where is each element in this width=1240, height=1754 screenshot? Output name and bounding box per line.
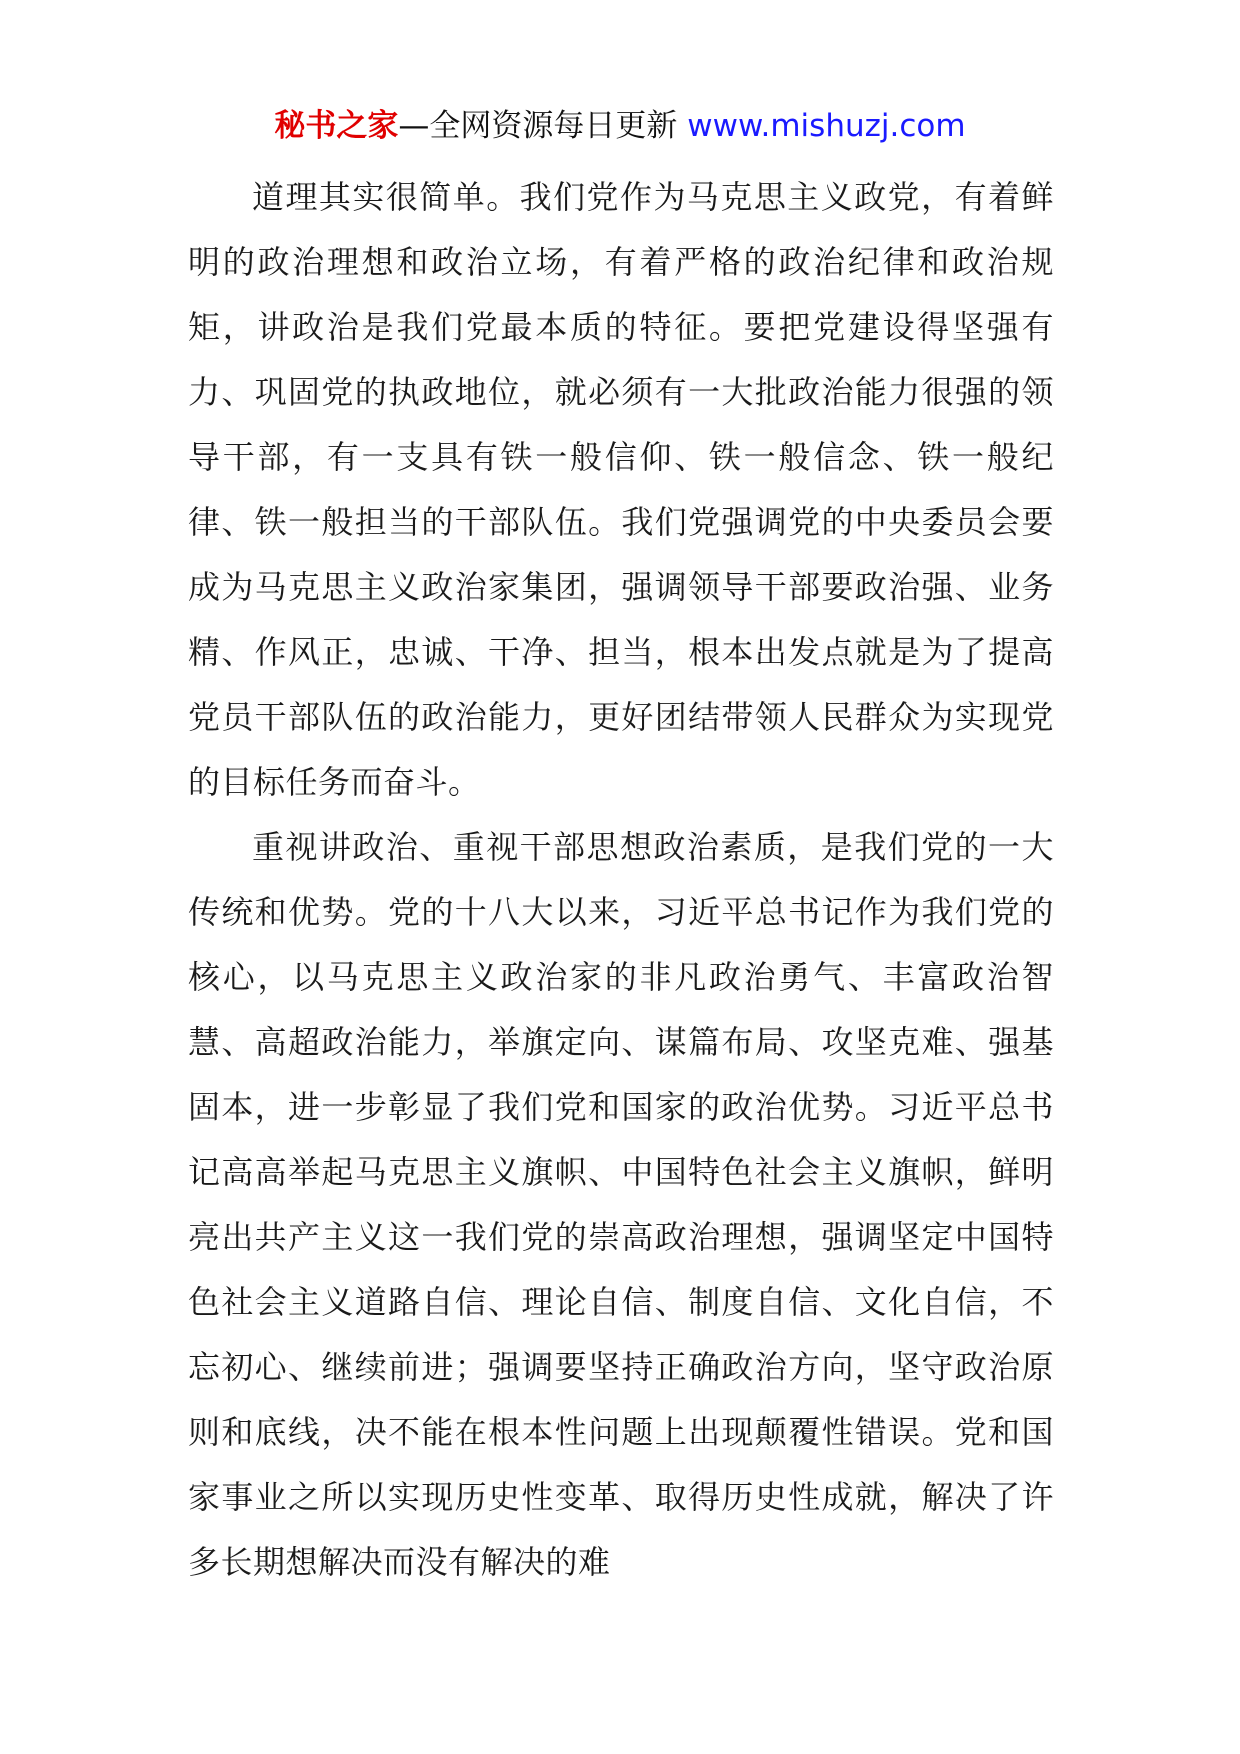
page-header [0, 104, 1240, 148]
header-slogan: —全网资源每日更新 [398, 108, 688, 144]
document-body [188, 165, 1054, 1595]
brand-name: 秘书之家 [274, 108, 399, 144]
site-url-link[interactable]: www.mishuzj.com [687, 108, 966, 144]
paragraph-1: 道理其实很简单。我们党作为马克思主义政党，有着鲜明的政治理想和政治立场，有着严格的政治纪律和政治规矩，讲政治是我们党最本质的特征。要把党建设得坚强有力、巩固党的执政地位，就必须有一大批政治能力很强的领导干部，有一支具有铁一般信仰、铁一般信念、铁一般纪律、铁一般担当的干部队伍。我们党强调党的中央委员会要成为马克思主义政治家集团，强调领导干部要政治强、业务精、作风正，忠诚、干净、担当，根本出发点就是为了提高党员干部队伍的政治能力，更好团结带领人民群众为实现党的目标任务而奋斗。 [188, 178, 1054, 801]
paragraph-2: 重视讲政治、重视干部思想政治素质，是我们党的一大传统和优势。党的十八大以来，习近平总书记作为我们党的核心，以马克思主义政治家的非凡政治勇气、丰富政治智慧、高超政治能力，举旗定向、谋篇布局、攻坚克难、强基固本，进一步彰显了我们党和国家的政治优势。习近平总书记高高举起马克思主义旗帜、中国特色社会主义旗帜，鲜明亮出共产主义这一我们党的崇高政治理想，强调坚定中国特色社会主义道路自信、理论自信、制度自信、文化自信，不忘初心、继续前进；强调要坚持正确政治方向，坚守政治原则和底线，决不能在根本性问题上出现颠覆性错误。党和国家事业之所以实现历史性变革、取得历史性成就，解决了许多长期想解决而没有解决的难 [188, 828, 1054, 1581]
